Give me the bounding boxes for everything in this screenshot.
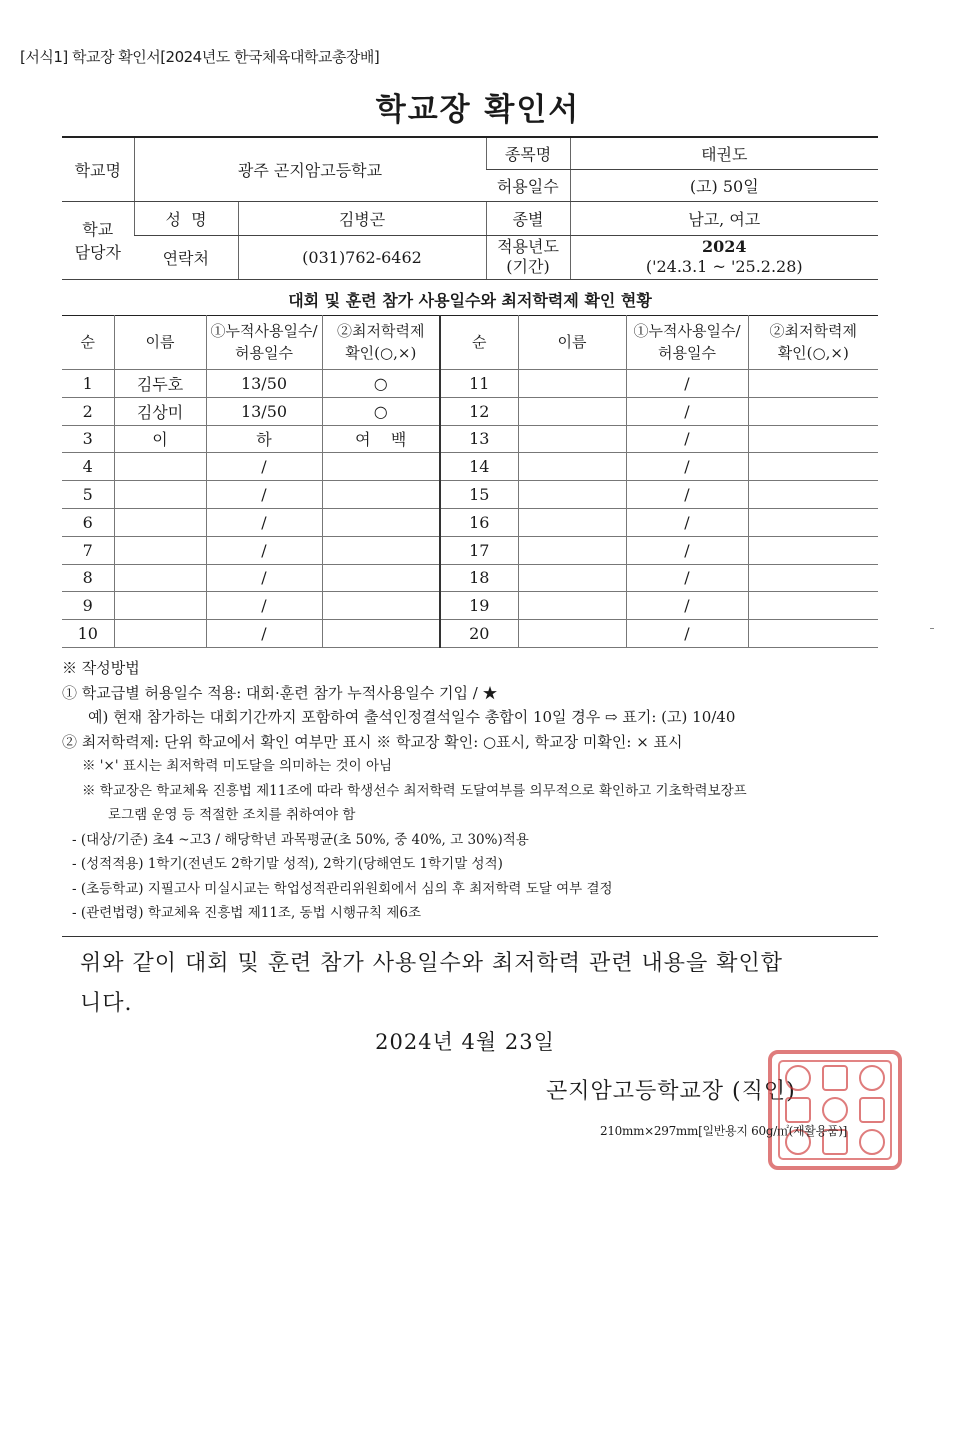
row-check — [322, 564, 440, 592]
row-no: 6 — [62, 508, 114, 536]
table-row — [62, 508, 878, 536]
section-title: 대회 및 훈련 참가 사용일수와 최저학력제 확인 현황 — [62, 288, 878, 316]
row-name — [114, 536, 206, 564]
row-days: / — [626, 564, 748, 592]
row-name — [518, 453, 626, 481]
row-days: / — [626, 620, 748, 648]
seal-pattern — [778, 1060, 892, 1160]
table-row — [62, 564, 878, 592]
row-check — [322, 481, 440, 509]
row-check — [748, 536, 878, 564]
table-row — [62, 370, 878, 398]
instruction-2: ② 최저학력제: 단위 학교에서 확인 여부만 표시 ※ 학교장 확인: ○표시, 학교장 미확인: × 표시 — [62, 732, 683, 751]
row-no: 10 — [62, 620, 114, 648]
row-days: / — [206, 508, 322, 536]
contact-group-label-line2: 담당자 — [74, 243, 121, 262]
row-days: / — [626, 453, 748, 481]
instruction-2-note-a: ※ '×' 표시는 최저학력 미도달을 의미하는 것이 아님 — [82, 758, 393, 774]
row-no: 5 — [62, 481, 114, 509]
contact-group-label-line1: 학교 — [82, 220, 114, 239]
row-days: / — [626, 508, 748, 536]
row-check — [748, 425, 878, 453]
row-check — [748, 564, 878, 592]
table-row — [62, 425, 878, 453]
header-check-line2: 확인(○,×) — [345, 344, 417, 362]
row-no: 15 — [440, 481, 518, 509]
paper-spec: 210mm×297mm[일반용지 60g/㎡(재활용품)] — [600, 1124, 847, 1138]
school-info-table — [62, 136, 878, 280]
table-row — [62, 620, 878, 648]
header-check-left — [322, 315, 440, 370]
header-name-right: 이름 — [518, 315, 626, 370]
header-check-right — [748, 315, 878, 370]
row-name — [518, 564, 626, 592]
year-period: ('24.3.1 ~ '25.2.28) — [645, 257, 803, 276]
row-days: / — [206, 453, 322, 481]
divider — [62, 936, 878, 937]
instruction-detail: - (대상/기준) 초4 ~고3 / 해당학년 과목평균(초 50%, 중 40%, 고 30%)적용 — [72, 831, 529, 848]
header-no-left: 순 — [62, 315, 114, 370]
school-name: 광주 곤지암고등학교 — [134, 137, 486, 201]
row-name — [114, 508, 206, 536]
row-no: 12 — [440, 397, 518, 425]
header-check-line1: ②최저학력제 — [769, 322, 857, 340]
document-title: 학교장 확인서 — [375, 92, 581, 128]
allowed-days-label: 허용일수 — [486, 169, 570, 201]
row-days: / — [206, 536, 322, 564]
row-name — [114, 592, 206, 620]
header-check-line2: 확인(○,×) — [777, 344, 849, 362]
name-label: 성 명 — [134, 201, 238, 235]
row-days: / — [626, 397, 748, 425]
instructions — [62, 656, 892, 926]
row-check: ○ — [322, 370, 440, 398]
row-no: 18 — [440, 564, 518, 592]
contact-group-label — [62, 201, 134, 279]
header-days-right — [626, 315, 748, 370]
form-tag: [서식1] 학교장 확인서[2024년도 한국체육대학교총장배] — [20, 48, 380, 66]
instruction-detail: - (초등학교) 지필고사 미실시교는 학업성적관리위원회에서 심의 후 최저학력 도달 여부 결정 — [72, 880, 613, 897]
row-check — [322, 592, 440, 620]
row-no: 1 — [62, 370, 114, 398]
row-no: 2 — [62, 397, 114, 425]
row-no: 8 — [62, 564, 114, 592]
principal-signature: 곤지암고등학교장 (직인) — [546, 1079, 796, 1104]
school-label: 학교명 — [62, 137, 134, 201]
row-check: 여 백 — [322, 425, 440, 453]
instruction-2-note-b: ※ 학교장은 학교체육 진흥법 제11조에 따라 학생선수 최저학력 도달여부를 의무적으로 확인하고 기초학력보장프 — [82, 782, 747, 799]
row-no: 11 — [440, 370, 518, 398]
instructions-heading: ※ 작성방법 — [62, 659, 140, 677]
row-check — [322, 508, 440, 536]
row-name — [114, 481, 206, 509]
table-row — [62, 592, 878, 620]
row-days: / — [206, 481, 322, 509]
row-name — [518, 508, 626, 536]
row-no: 14 — [440, 453, 518, 481]
header-name-left: 이름 — [114, 315, 206, 370]
row-check — [748, 370, 878, 398]
row-no: 20 — [440, 620, 518, 648]
instruction-1: ① 학교급별 허용일수 적용: 대회·훈련 참가 누적사용일수 기입 / ★ — [62, 683, 498, 702]
header-days-line1: ①누적사용일수/ — [210, 322, 318, 340]
row-name: 김두호 — [114, 370, 206, 398]
row-no: 4 — [62, 453, 114, 481]
instruction-detail: - (성적적용) 1학기(전년도 2학기말 성적), 2학기(당해연도 1학기말 성적) — [72, 856, 503, 872]
row-days: / — [626, 425, 748, 453]
row-days: / — [206, 592, 322, 620]
header-days-line2: 허용일수 — [235, 344, 293, 362]
row-check — [322, 536, 440, 564]
row-days: / — [626, 481, 748, 509]
row-days: / — [206, 620, 322, 648]
row-days: / — [626, 370, 748, 398]
row-name — [114, 453, 206, 481]
row-days: 13/50 — [206, 397, 322, 425]
row-days: 하 — [206, 425, 322, 453]
row-name — [518, 370, 626, 398]
row-name — [518, 481, 626, 509]
row-no: 7 — [62, 536, 114, 564]
table-row — [62, 397, 878, 425]
row-check — [748, 397, 878, 425]
category-label: 종별 — [486, 201, 570, 235]
row-name — [518, 620, 626, 648]
allowed-days-value: (고) 50일 — [570, 169, 878, 201]
header-check-line1: ②최저학력제 — [337, 322, 425, 340]
row-days: / — [626, 536, 748, 564]
scan-mark — [930, 628, 934, 629]
instruction-detail: - (관련법령) 학교체육 진흥법 제11조, 동법 시행규칙 제6조 — [72, 905, 422, 921]
header-days-left — [206, 315, 322, 370]
row-no: 17 — [440, 536, 518, 564]
row-name — [518, 425, 626, 453]
row-name — [114, 564, 206, 592]
header-days-line1: ①누적사용일수/ — [633, 322, 741, 340]
row-no: 19 — [440, 592, 518, 620]
year-label-line2: (기간) — [506, 257, 550, 276]
instruction-1-example: 예) 현재 참가하는 대회기간까지 포함하여 출석인정결석일수 총합이 10일 경우 ⇨ 표기: (고) 10/40 — [88, 708, 736, 726]
row-check — [748, 453, 878, 481]
participants-table — [62, 315, 878, 648]
table-row — [62, 453, 878, 481]
phone-label: 연락처 — [134, 235, 238, 279]
row-days: 13/50 — [206, 370, 322, 398]
row-name — [518, 592, 626, 620]
row-name — [114, 620, 206, 648]
statement-line1: 위와 같이 대회 및 훈련 참가 사용일수와 최저학력 관련 내용을 확인합 — [80, 951, 783, 976]
statement-line2: 니다. — [80, 991, 133, 1016]
row-check — [748, 592, 878, 620]
row-name — [518, 536, 626, 564]
confirmation-statement — [80, 944, 870, 1024]
row-name: 김상미 — [114, 397, 206, 425]
table-row — [62, 481, 878, 509]
row-name: 이 — [114, 425, 206, 453]
header-days-line2: 허용일수 — [658, 344, 716, 362]
category-value: 남고, 여고 — [570, 201, 878, 235]
row-check — [322, 620, 440, 648]
row-check — [322, 453, 440, 481]
row-days: / — [626, 592, 748, 620]
table-header-row — [62, 315, 878, 370]
row-days: / — [206, 564, 322, 592]
row-no: 9 — [62, 592, 114, 620]
official-seal-stamp — [768, 1050, 902, 1170]
row-name — [518, 397, 626, 425]
year-label — [486, 235, 570, 279]
row-check: ○ — [322, 397, 440, 425]
row-check — [748, 508, 878, 536]
event-label: 종목명 — [486, 137, 570, 169]
event-value: 태권도 — [570, 137, 878, 169]
row-check — [748, 481, 878, 509]
year-label-line1: 적용년도 — [497, 237, 559, 256]
phone-value: (031)762-6462 — [238, 235, 486, 279]
name-value: 김병곤 — [238, 201, 486, 235]
header-no-right: 순 — [440, 315, 518, 370]
year-value-cell — [570, 235, 878, 279]
row-check — [748, 620, 878, 648]
year-value: 2024 — [701, 237, 747, 256]
row-no: 13 — [440, 425, 518, 453]
row-no: 3 — [62, 425, 114, 453]
table-row — [62, 536, 878, 564]
issue-date: 2024년 4월 23일 — [375, 1030, 555, 1054]
row-no: 16 — [440, 508, 518, 536]
instruction-2-note-b-continued: 로그램 운영 등 적절한 조치를 취하여야 함 — [108, 807, 356, 823]
